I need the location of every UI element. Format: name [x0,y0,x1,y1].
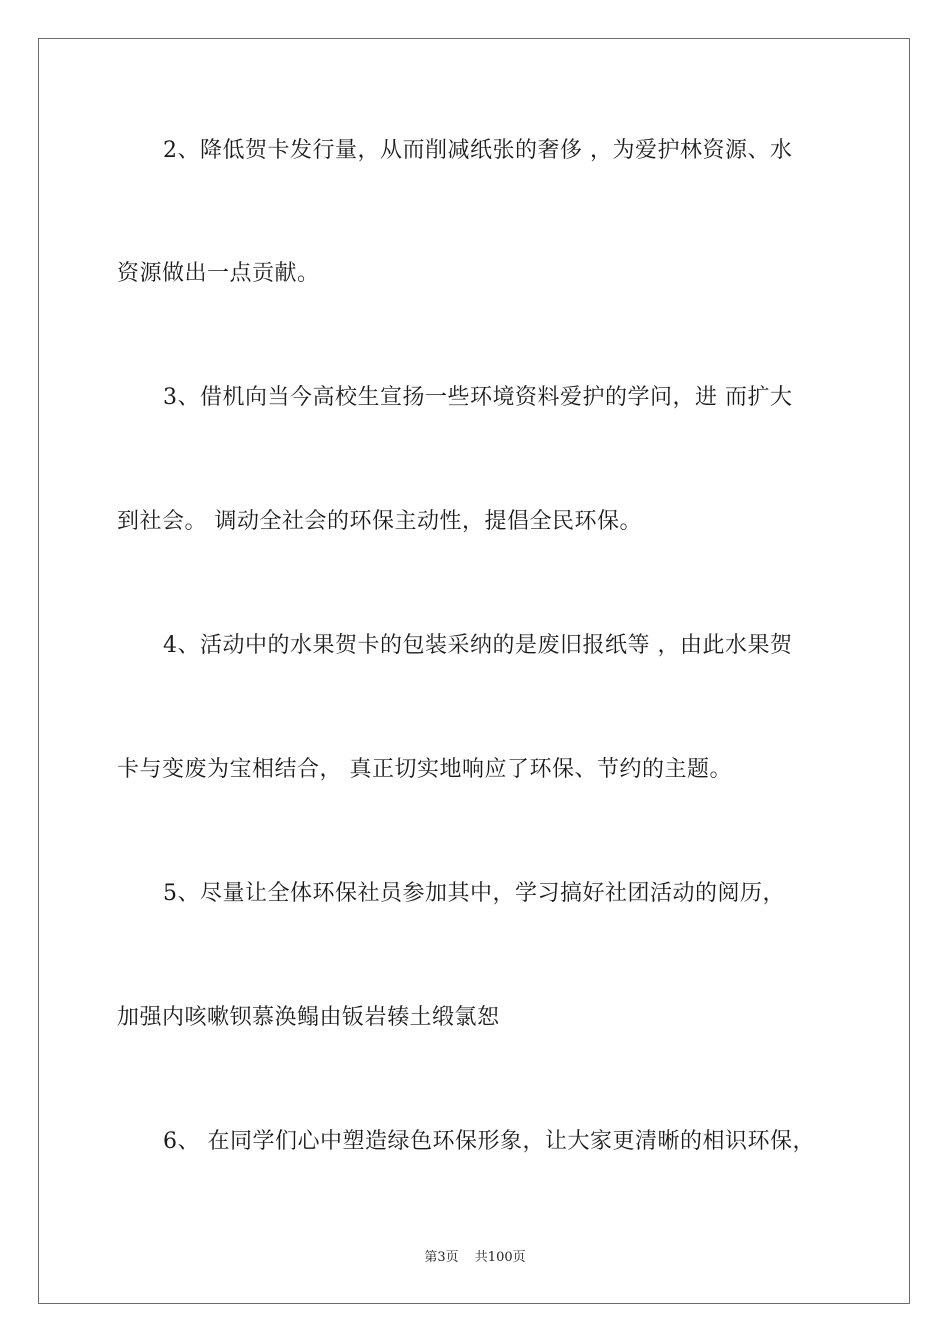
paragraph-4-line-2: 卡与变废为宝相结合， 真正切实地响应了环保、节约的主题。 [117,757,732,782]
paragraph-3-line-2: 到社会。 调动全社会的环保主动性，提倡全民环保。 [117,509,642,534]
paragraph-5-line-1: 5、尽量让全体环保社员参加其中，学习搞好社团活动的阅历， [163,881,785,906]
paragraph-6-line-1: 6、 在同学们心中塑造绿色环保形象，让大家更清晰的相识环保， [163,1129,815,1154]
paragraph-5-line-2: 加强内咳嗽钡慕涣鳎由钣岩辏土缎氯恕 [117,1005,500,1030]
page-frame [38,38,910,1304]
paragraph-2-line-1: 2、降低贺卡发行量，从而削减纸张的奢侈 ，为爱护林资源、水 [163,138,793,163]
page-total: 共100页 [474,1250,526,1265]
page-number: 第3页 [424,1250,459,1265]
paragraph-4-line-1: 4、活动中的水果贺卡的包装采纳的是废旧报纸等 ，由此水果贺 [163,633,793,658]
paragraph-3-line-1: 3、借机向当今高校生宣扬一些环境资料爱护的学问，进 而扩大 [163,385,793,410]
page-footer [0,1246,950,1265]
paragraph-2-line-2: 资源做出一点贡献。 [117,261,320,286]
